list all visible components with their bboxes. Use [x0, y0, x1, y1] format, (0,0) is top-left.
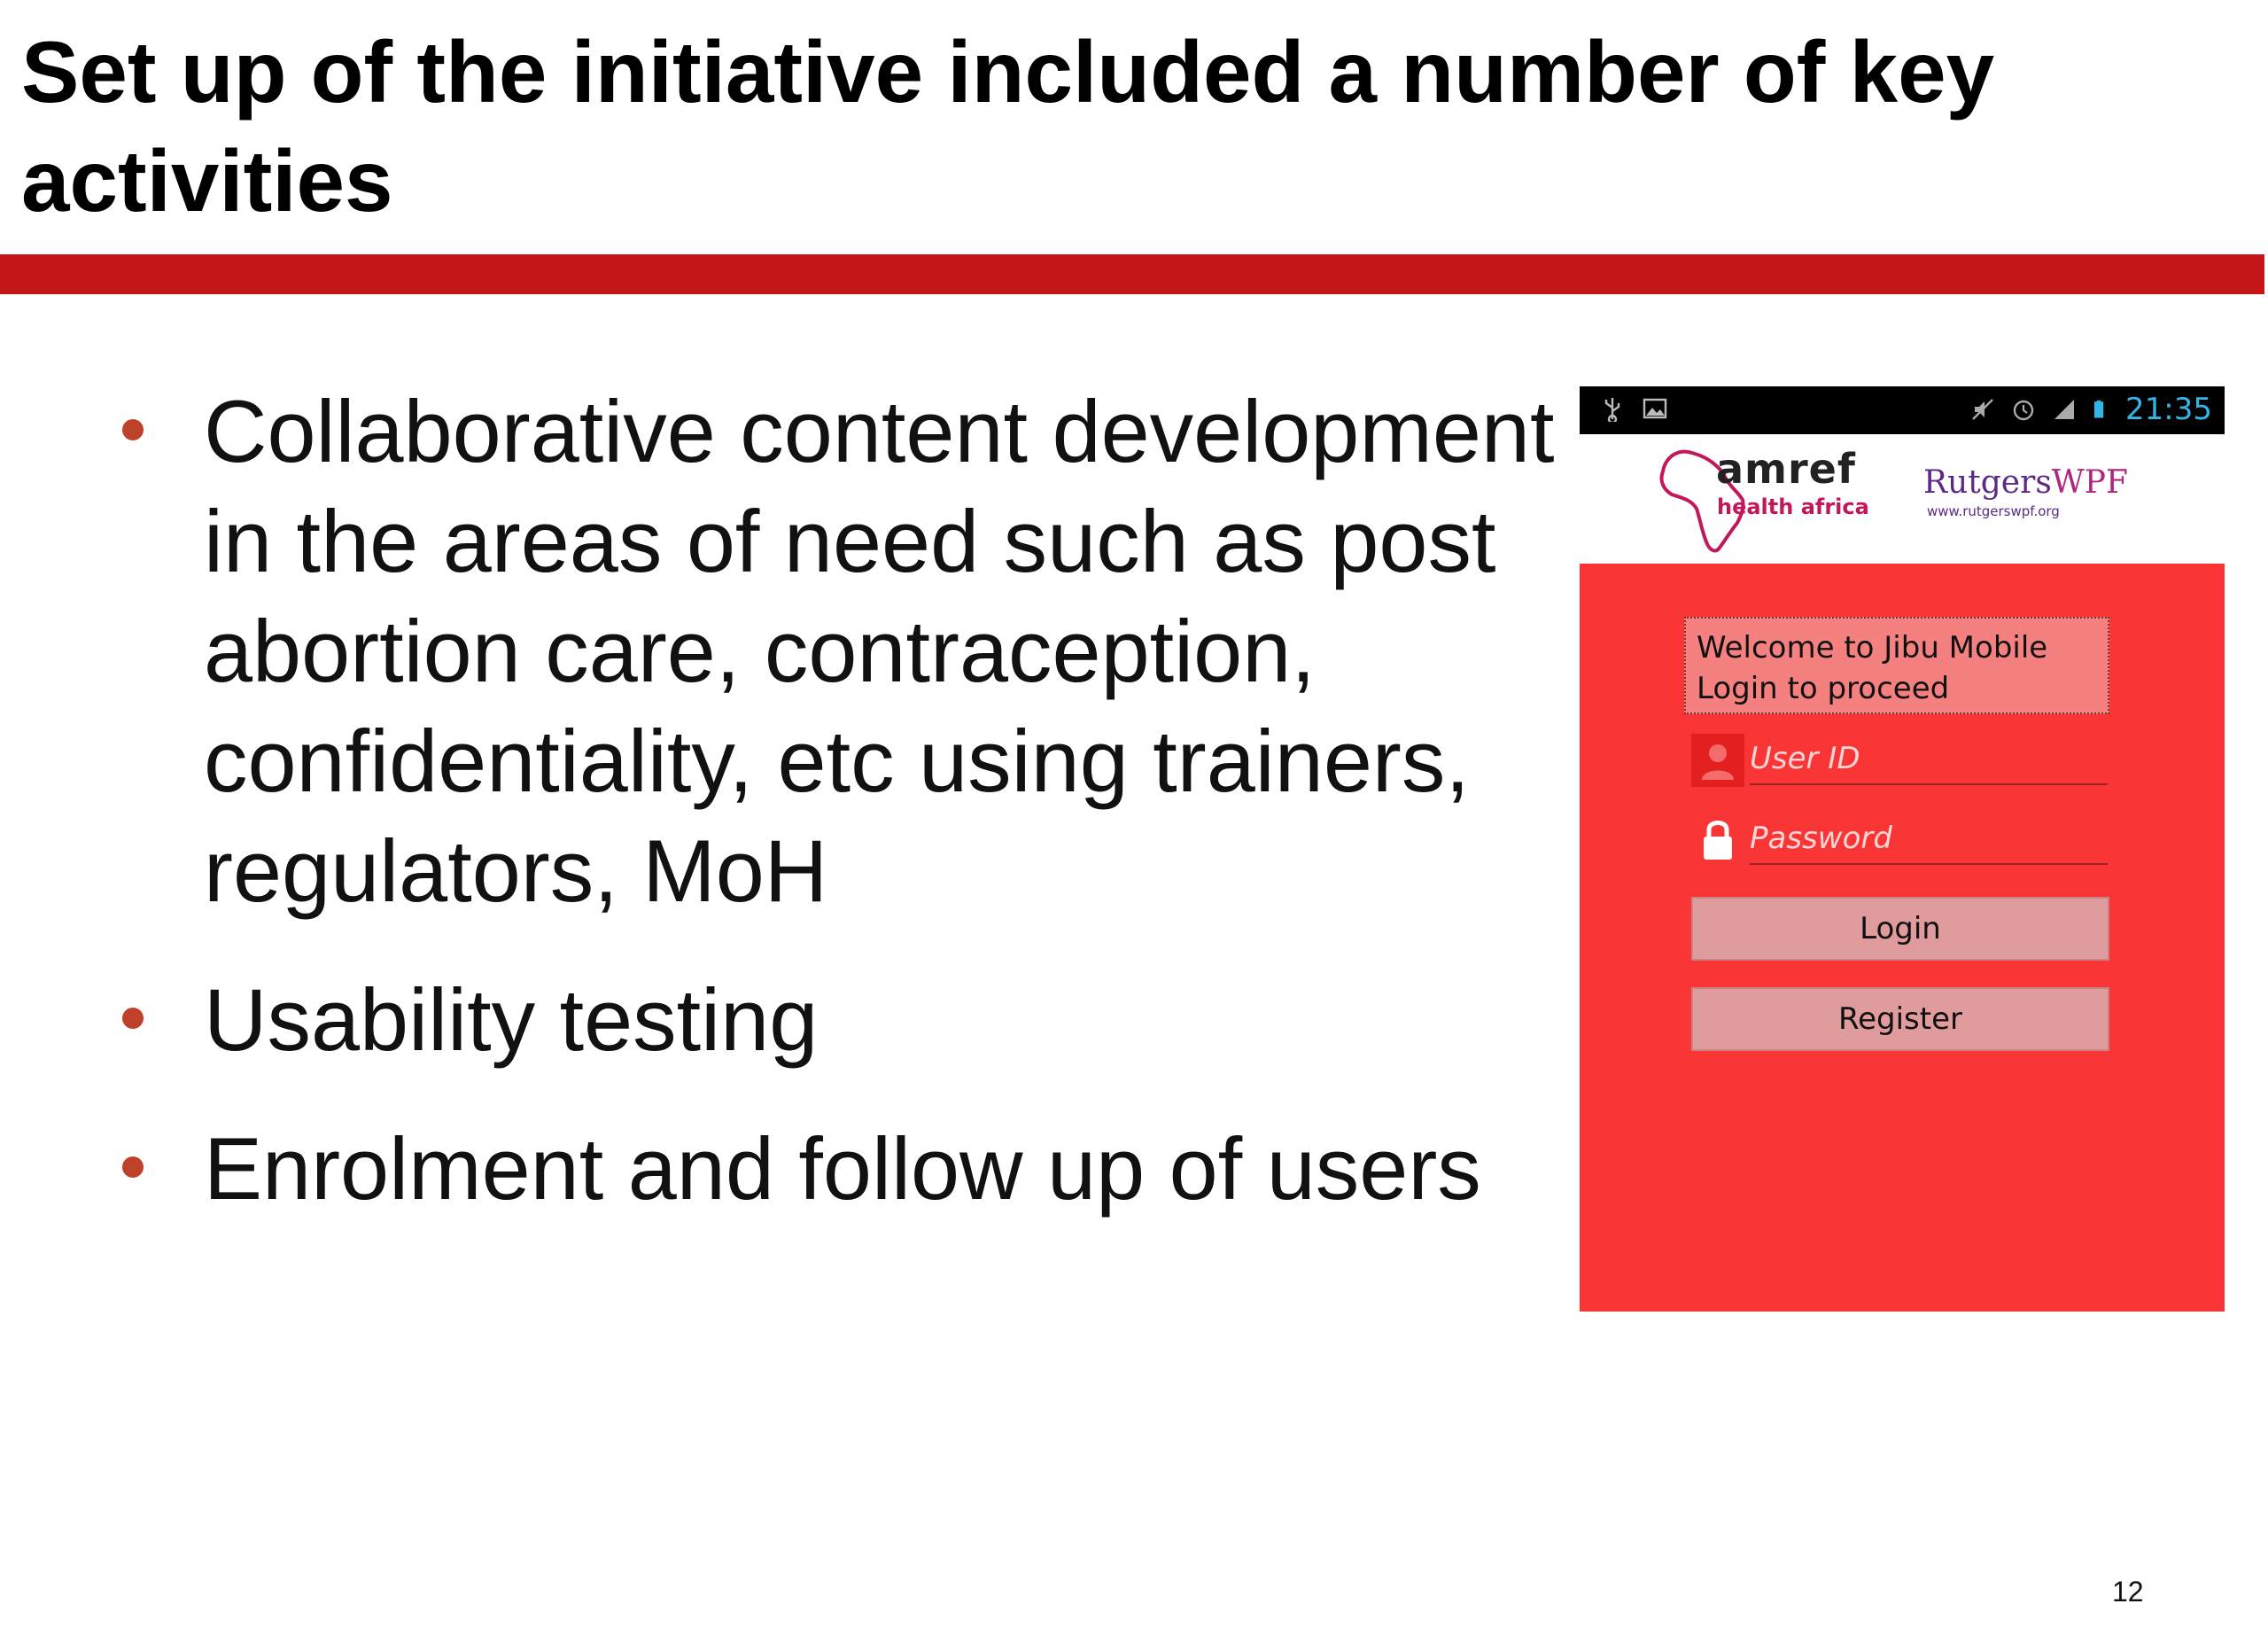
usb-icon	[1599, 395, 1626, 422]
user-icon	[1691, 734, 1744, 787]
bullet-list	[115, 377, 1568, 1224]
welcome-line-1: Welcome to Jibu Mobile	[1697, 630, 2048, 666]
slide-title: Set up of the initiative included a number of key activities	[21, 23, 1995, 230]
bullet-item	[115, 965, 1568, 1075]
logo-band	[1580, 434, 2225, 564]
bullet-item	[115, 377, 1568, 926]
rutgers-logo-text	[1923, 464, 2128, 501]
password-underline	[1750, 863, 2108, 865]
mute-icon	[1969, 396, 1996, 423]
bullet-dot	[122, 1008, 144, 1029]
battery-icon	[2092, 396, 2111, 423]
bullet-dot	[122, 1156, 144, 1178]
user-id-input[interactable]	[1750, 737, 2104, 780]
user-id-field	[1691, 730, 2108, 785]
login-button[interactable]: Login	[1691, 897, 2109, 961]
welcome-message	[1684, 617, 2109, 714]
bullet-text: Collaborative content development in the areas of need such as post abortion care, contraception, confidentiality, etc using trainers, regulators, MoH	[204, 382, 1555, 920]
password-input[interactable]	[1750, 817, 2104, 860]
amref-tagline: health africa	[1717, 494, 1869, 519]
bullet-item	[115, 1114, 1568, 1224]
user-id-underline	[1750, 783, 2108, 785]
image-icon	[1642, 395, 1668, 422]
amref-logo-text: amref	[1716, 445, 1856, 493]
status-time: 21:35	[2125, 392, 2212, 427]
rutgers-wpf: WPF	[2051, 464, 2128, 501]
phone-screenshot	[1580, 386, 2225, 1312]
welcome-line-2: Login to proceed	[1697, 671, 1950, 706]
bullet-text: Usability testing	[204, 970, 819, 1069]
bullet-dot	[122, 419, 144, 440]
password-field	[1691, 810, 2108, 865]
lock-icon	[1691, 814, 1744, 867]
status-bar	[1580, 386, 2225, 434]
signal-icon	[2051, 396, 2078, 423]
register-button[interactable]: Register	[1691, 987, 2109, 1051]
login-screen	[1580, 564, 2225, 1312]
alarm-icon	[2010, 396, 2037, 423]
rutgers-url: www.rutgerswpf.org	[1927, 503, 2060, 519]
rutgers-name: Rutgers	[1923, 464, 2052, 501]
bullet-text: Enrolment and follow up of users	[204, 1119, 1481, 1218]
title-accent-bar	[0, 254, 2264, 294]
page-number: 12	[2112, 1576, 2144, 1608]
